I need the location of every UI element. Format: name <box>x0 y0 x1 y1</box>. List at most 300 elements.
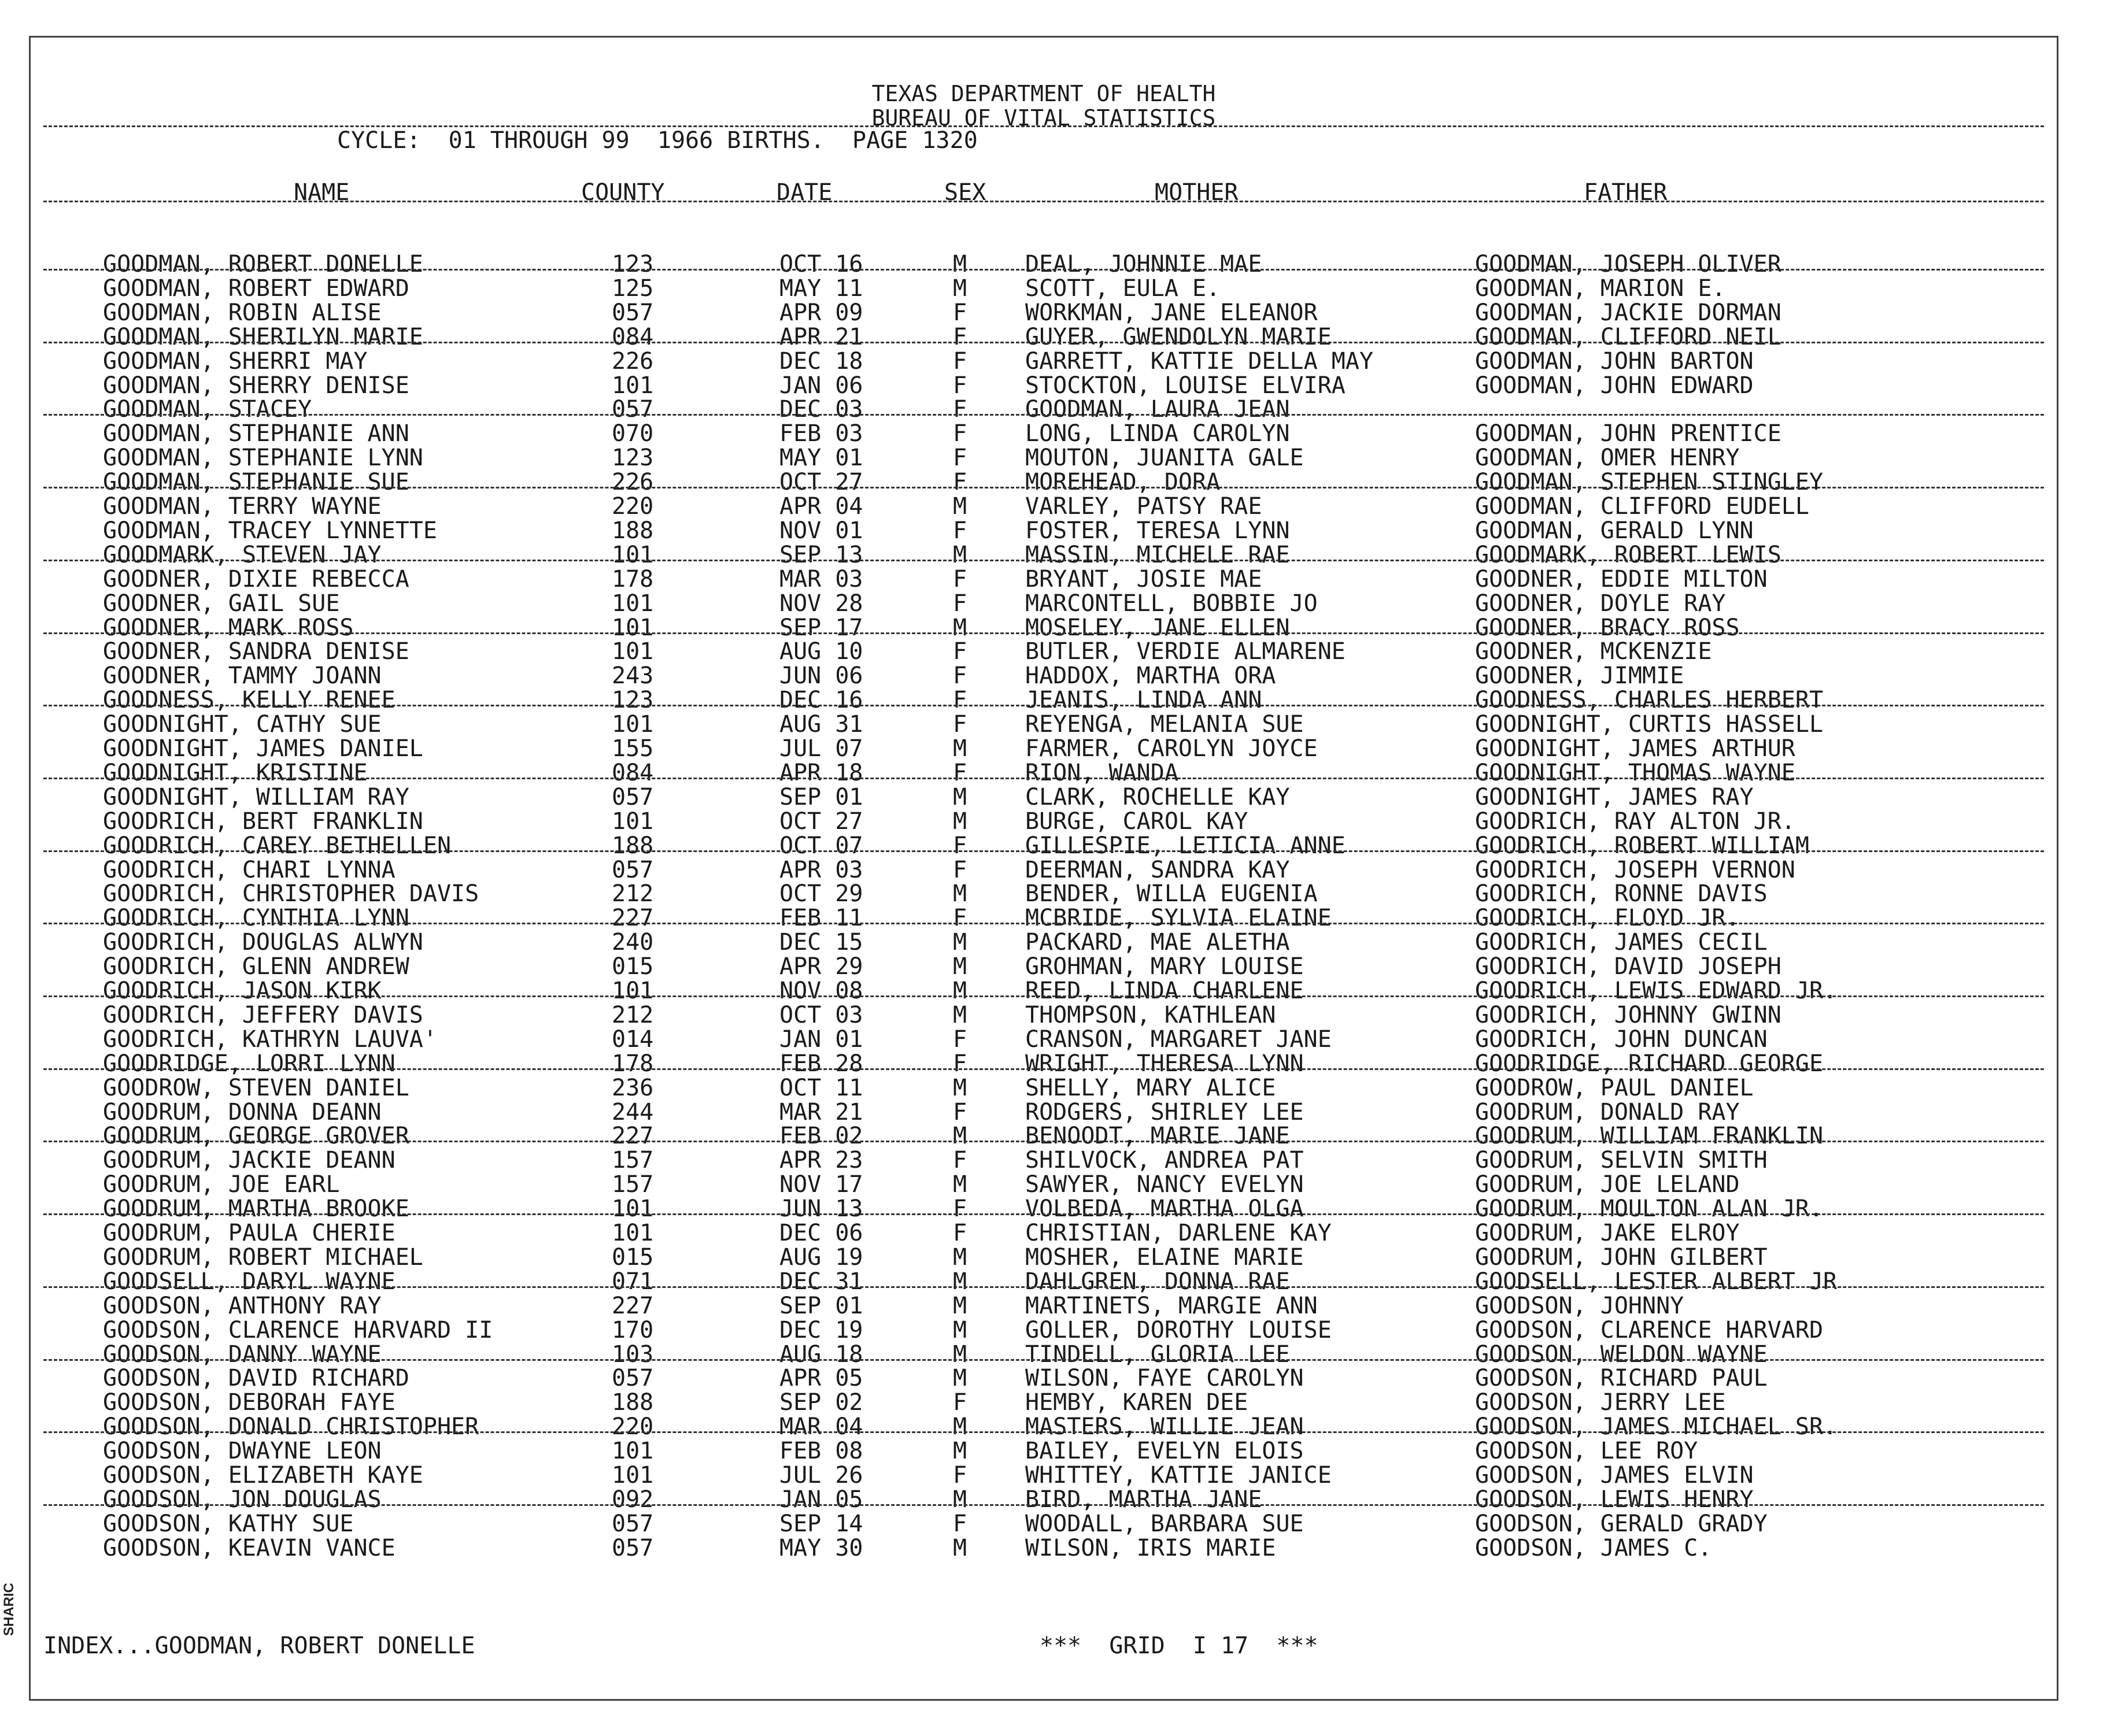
cell-name: GOODRICH, BERT FRANKLIN <box>103 808 423 835</box>
cell-father: GOODMAN, OMER HENRY <box>1475 445 1740 472</box>
cell-mother: DEERMAN, SANDRA KAY <box>1025 856 1290 883</box>
cell-date: MAR 03 <box>779 565 863 593</box>
cell-name: GOODMAN, ROBIN ALISE <box>103 299 382 326</box>
cell-date: FEB 08 <box>779 1438 863 1465</box>
table-row <box>31 979 2057 1004</box>
cell-father: GOODMAN, MARION E. <box>1475 275 1726 302</box>
cell-sex: M <box>953 1438 967 1465</box>
cell-sex: M <box>953 614 967 641</box>
cell-county: 188 <box>612 1389 654 1416</box>
cell-county: 220 <box>612 1413 654 1441</box>
table-row <box>31 1243 2057 1271</box>
cell-father: GOODRICH, DAVID JOSEPH <box>1475 953 1781 980</box>
cell-name: GOODSON, KATHY SUE <box>103 1510 354 1537</box>
cell-county: 103 <box>612 1341 654 1368</box>
cell-name: GOODMAN, ROBERT EDWARD <box>103 275 409 302</box>
cell-date: SEP 02 <box>779 1389 863 1416</box>
cell-father: GOODSON, JAMES ELVIN <box>1475 1462 1754 1489</box>
cell-county: 101 <box>612 638 654 665</box>
cycle-line: CYCLE: 01 THROUGH 99 1966 BIRTHS. PAGE 1320 <box>337 127 978 154</box>
cell-father: GOODSON, JERRY LEE <box>1475 1389 1726 1416</box>
cell-sex: F <box>953 1510 967 1537</box>
cell-county: 227 <box>612 1123 654 1150</box>
cell-date: NOV 01 <box>779 517 863 544</box>
cell-date: OCT 07 <box>779 832 863 859</box>
cell-mother: WORKMAN, JANE ELEANOR <box>1025 299 1318 326</box>
cell-name: GOODMARK, STEVEN JAY <box>103 541 382 568</box>
cell-county: 015 <box>612 1243 654 1271</box>
cell-name: GOODRICH, CHRISTOPHER DAVIS <box>103 880 479 908</box>
cell-mother: RION, WANDA <box>1025 759 1178 786</box>
cell-name: GOODMAN, SHERRY DENISE <box>103 372 409 399</box>
dashed-rule <box>43 1141 2044 1142</box>
dashed-rule <box>43 414 2044 416</box>
table-row <box>31 1124 2057 1149</box>
cell-county: 101 <box>612 590 654 617</box>
side-watermark: SHARIC <box>1 1582 17 1636</box>
table-row <box>31 689 2057 713</box>
cell-father: GOODSON, LEWIS HENRY <box>1475 1486 1754 1513</box>
cell-mother: GUYER, GWENDOLYN MARIE <box>1025 323 1332 350</box>
dashed-rule <box>43 923 2044 924</box>
cell-sex: F <box>953 517 967 544</box>
dashed-rule <box>43 487 2044 488</box>
cell-name: GOODMAN, STEPHANIE LYNN <box>103 445 423 472</box>
grid-label: *** GRID I 17 *** <box>1040 1633 1318 1659</box>
cell-mother: CHRISTIAN, DARLENE KAY <box>1025 1220 1332 1246</box>
cell-date: NOV 08 <box>779 978 863 1004</box>
cell-date: SEP 14 <box>779 1510 863 1537</box>
cell-sex: F <box>953 1050 967 1077</box>
col-header-name: NAME <box>294 179 350 206</box>
cell-name: GOODMAN, STEPHANIE SUE <box>103 469 409 496</box>
table-row <box>31 1173 2057 1197</box>
cell-date: MAR 04 <box>779 1413 863 1441</box>
table-row <box>31 1294 2057 1319</box>
cell-date: JUL 26 <box>779 1462 863 1489</box>
cell-date: DEC 31 <box>779 1268 863 1295</box>
dashed-rule <box>43 1359 2044 1361</box>
table-row <box>31 1488 2057 1512</box>
cell-father: GOODNIGHT, THOMAS WAYNE <box>1475 759 1795 786</box>
cell-name: GOODRICH, KATHRYN LAUVA' <box>103 1026 437 1053</box>
cell-mother: RODGERS, SHIRLEY LEE <box>1025 1098 1304 1126</box>
table-row <box>31 1028 2057 1052</box>
cell-county: 101 <box>612 978 654 1004</box>
cell-sex: M <box>953 541 967 568</box>
cell-sex: M <box>953 1365 967 1392</box>
cell-father: GOODSON, LEE ROY <box>1475 1438 1698 1465</box>
cell-father: GOODMAN, JOHN PRENTICE <box>1475 420 1781 447</box>
cell-sex: F <box>953 1462 967 1489</box>
cell-name: GOODSON, ANTHONY RAY <box>103 1292 382 1319</box>
table-row <box>31 519 2057 543</box>
cell-mother: WILSON, IRIS MARIE <box>1025 1534 1276 1561</box>
cell-county: 084 <box>612 759 654 786</box>
cell-name: GOODRUM, JOE EARL <box>103 1171 340 1198</box>
cell-date: OCT 29 <box>779 880 863 908</box>
table-row <box>31 955 2057 979</box>
cell-date: MAY 30 <box>779 1534 863 1561</box>
cell-date: DEC 06 <box>779 1220 863 1246</box>
cell-father: GOODRIDGE, RICHARD GEORGE <box>1475 1050 1824 1077</box>
cell-sex: F <box>953 759 967 786</box>
col-header-mother: MOTHER <box>1155 179 1239 206</box>
cell-mother: MOSELEY, JANE ELLEN <box>1025 614 1290 641</box>
cell-sex: F <box>953 323 967 350</box>
table-row <box>31 1001 2057 1028</box>
table-row <box>31 664 2057 689</box>
cell-mother: SAWYER, NANCY EVELYN <box>1025 1171 1304 1198</box>
table-row <box>31 1534 2057 1561</box>
table-row <box>31 810 2057 834</box>
cell-county: 057 <box>612 299 654 326</box>
dashed-rule <box>43 778 2044 779</box>
cell-date: MAY 01 <box>779 445 863 472</box>
cell-date: DEC 03 <box>779 396 863 423</box>
cell-date: APR 21 <box>779 323 863 350</box>
cell-name: GOODNER, DIXIE REBECCA <box>103 565 409 593</box>
cell-mother: THOMPSON, KATHLEAN <box>1025 1001 1276 1028</box>
cell-date: OCT 27 <box>779 469 863 496</box>
cell-father: GOODMAN, JACKIE DORMAN <box>1475 299 1781 326</box>
cell-date: JUL 07 <box>779 735 863 762</box>
cell-sex: F <box>953 1389 967 1416</box>
cell-name: GOODRICH, CAREY BETHELLEN <box>103 832 452 859</box>
cell-date: APR 04 <box>779 493 863 520</box>
cell-date: FEB 03 <box>779 420 863 447</box>
cell-date: SEP 01 <box>779 1292 863 1319</box>
dashed-rule <box>43 705 2044 706</box>
cell-sex: F <box>953 905 967 932</box>
cell-father: GOODMAN, JOHN BARTON <box>1475 347 1754 375</box>
cell-name: GOODRICH, JEFFERY DAVIS <box>103 1001 423 1028</box>
col-header-county: COUNTY <box>581 179 665 206</box>
cell-mother: FARMER, CAROLYN JOYCE <box>1025 735 1318 762</box>
cell-date: OCT 03 <box>779 1001 863 1028</box>
cell-father: GOODSELL, LESTER ALBERT JR <box>1475 1268 1838 1295</box>
cell-father: GOODRUM, JOE LELAND <box>1475 1171 1740 1198</box>
cell-county: 071 <box>612 1268 654 1295</box>
cell-date: NOV 17 <box>779 1171 863 1198</box>
cell-name: GOODSON, ELIZABETH KAYE <box>103 1462 423 1489</box>
cell-date: AUG 19 <box>779 1243 863 1271</box>
col-header-date: DATE <box>777 179 833 206</box>
cell-father: GOODMAN, STEPHEN STINGLEY <box>1475 469 1824 496</box>
table-row <box>31 495 2057 519</box>
cell-name: GOODSON, DEBORAH FAYE <box>103 1389 395 1416</box>
cell-name: GOODNIGHT, WILLIAM RAY <box>103 783 409 810</box>
cell-sex: M <box>953 735 967 762</box>
cell-name: GOODSELL, DARYL WAYNE <box>103 1268 395 1295</box>
cell-name: GOODMAN, STEPHANIE ANN <box>103 420 409 447</box>
cell-sex: M <box>953 1292 967 1319</box>
cell-mother: BUTLER, VERDIE ALMARENE <box>1025 638 1346 665</box>
cell-sex: F <box>953 299 967 326</box>
cell-name: GOODNER, TAMMY JOANN <box>103 662 382 690</box>
dashed-rule <box>43 560 2044 561</box>
cell-father: GOODNIGHT, JAMES RAY <box>1475 783 1754 810</box>
table-row <box>31 543 2057 568</box>
cell-county: 170 <box>612 1316 654 1343</box>
cell-mother: DAHLGREN, DONNA RAE <box>1025 1268 1290 1295</box>
table-row <box>31 1512 2057 1537</box>
cell-sex: M <box>953 493 967 520</box>
cell-sex: M <box>953 929 967 956</box>
table-row <box>31 931 2057 955</box>
cell-date: JAN 05 <box>779 1486 863 1513</box>
table-row <box>31 713 2057 737</box>
cell-name: GOODMAN, STACEY <box>103 396 312 423</box>
cell-name: GOODSON, DANNY WAYNE <box>103 1341 382 1368</box>
cell-father: GOODSON, JOHNNY <box>1475 1292 1684 1319</box>
cell-mother: REYENGA, MELANIA SUE <box>1025 711 1304 738</box>
cell-county: 243 <box>612 662 654 690</box>
cell-father: GOODNESS, CHARLES HERBERT <box>1475 687 1824 714</box>
cell-sex: F <box>953 445 967 472</box>
cell-father: GOODRUM, SELVIN SMITH <box>1475 1147 1768 1174</box>
cell-mother: TINDELL, GLORIA LEE <box>1025 1341 1290 1368</box>
cell-county: 236 <box>612 1074 654 1101</box>
cell-name: GOODSON, DONALD CHRISTOPHER <box>103 1413 479 1441</box>
cell-name: GOODMAN, TERRY WAYNE <box>103 493 382 520</box>
cell-mother: CRANSON, MARGARET JANE <box>1025 1026 1332 1053</box>
dashed-rule <box>43 342 2044 343</box>
cell-name: GOODRICH, CHARI LYNNA <box>103 856 395 883</box>
table-row <box>31 446 2057 471</box>
cell-date: DEC 18 <box>779 347 863 375</box>
cell-name: GOODNER, SANDRA DENISE <box>103 638 409 665</box>
table-row <box>31 471 2057 495</box>
cell-mother: DEAL, JOHNNIE MAE <box>1025 251 1262 277</box>
cell-date: JAN 01 <box>779 1026 863 1053</box>
cell-father: GOODMARK, ROBERT LEWIS <box>1475 541 1781 568</box>
table-row <box>31 1149 2057 1173</box>
cell-sex: M <box>953 880 967 908</box>
cell-mother: MARTINETS, MARGIE ANN <box>1025 1292 1318 1319</box>
cell-sex: F <box>953 662 967 690</box>
cell-date: OCT 11 <box>779 1074 863 1101</box>
cell-date: DEC 19 <box>779 1316 863 1343</box>
cell-mother: HEMBY, KAREN DEE <box>1025 1389 1248 1416</box>
cell-county: 212 <box>612 1001 654 1028</box>
cell-name: GOODRUM, GEORGE GROVER <box>103 1123 409 1150</box>
cell-sex: F <box>953 638 967 665</box>
cell-name: GOODRUM, MARTHA BROOKE <box>103 1195 409 1223</box>
cell-date: FEB 02 <box>779 1123 863 1150</box>
table-row <box>31 1076 2057 1101</box>
cell-county: 057 <box>612 1534 654 1561</box>
table-row <box>31 277 2057 301</box>
table-row <box>31 1197 2057 1222</box>
header-department: TEXAS DEPARTMENT OF HEALTH <box>871 81 1216 106</box>
table-row <box>31 374 2057 398</box>
cell-date: DEC 15 <box>779 929 863 956</box>
table-row <box>31 1415 2057 1439</box>
cell-sex: M <box>953 1123 967 1150</box>
cell-mother: MOREHEAD, DORA <box>1025 469 1221 496</box>
cell-county: 240 <box>612 929 654 956</box>
cell-county: 084 <box>612 323 654 350</box>
cell-date: NOV 28 <box>779 590 863 617</box>
cell-father: GOODNIGHT, CURTIS HASSELL <box>1475 711 1824 738</box>
cell-mother: LONG, LINDA CAROLYN <box>1025 420 1290 447</box>
cell-father: GOODNER, JIMMIE <box>1475 662 1684 690</box>
cell-mother: PACKARD, MAE ALETHA <box>1025 929 1290 956</box>
cell-name: GOODMAN, SHERRI MAY <box>103 347 368 375</box>
cell-county: 212 <box>612 880 654 908</box>
cell-name: GOODRIDGE, LORRI LYNN <box>103 1050 395 1077</box>
cell-sex: M <box>953 808 967 835</box>
cell-sex: M <box>953 978 967 1004</box>
cell-father: GOODRICH, JOHNNY GWINN <box>1475 1001 1781 1028</box>
cell-county: 178 <box>612 565 654 593</box>
table-row <box>31 1052 2057 1076</box>
cell-father: GOODNER, DOYLE RAY <box>1475 590 1726 617</box>
table-row <box>31 616 2057 641</box>
cell-father: GOODRICH, ROBERT WILLIAM <box>1475 832 1809 859</box>
cell-sex: M <box>953 1534 967 1561</box>
cell-sex: F <box>953 856 967 883</box>
cell-county: 188 <box>612 517 654 544</box>
cell-mother: MASTERS, WILLIE JEAN <box>1025 1413 1304 1441</box>
cell-mother: BENOODT, MARIE JANE <box>1025 1123 1290 1150</box>
cell-date: AUG 31 <box>779 711 863 738</box>
cell-name: GOODRUM, PAULA CHERIE <box>103 1220 395 1246</box>
cell-sex: F <box>953 711 967 738</box>
cell-sex: F <box>953 565 967 593</box>
cell-county: 157 <box>612 1171 654 1198</box>
table-row <box>31 1343 2057 1367</box>
cell-county: 227 <box>612 905 654 932</box>
col-header-sex: SEX <box>944 179 986 206</box>
cell-county: 101 <box>612 614 654 641</box>
cell-father: GOODROW, PAUL DANIEL <box>1475 1074 1754 1101</box>
cell-father: GOODSON, JAMES C. <box>1475 1534 1712 1561</box>
cell-sex: M <box>953 953 967 980</box>
cell-father: GOODSON, CLARENCE HARVARD <box>1475 1316 1824 1343</box>
cell-county: 057 <box>612 1510 654 1537</box>
cell-father: GOODNIGHT, JAMES ARTHUR <box>1475 735 1795 762</box>
cell-father: GOODRICH, RAY ALTON JR. <box>1475 808 1795 835</box>
table-row <box>31 1316 2057 1343</box>
dashed-rule <box>43 201 2044 202</box>
cell-county: 057 <box>612 783 654 810</box>
cell-father: GOODSON, JAMES MICHAEL SR. <box>1475 1413 1838 1441</box>
cell-county: 101 <box>612 1220 654 1246</box>
cell-father: GOODRUM, JAKE ELROY <box>1475 1220 1740 1246</box>
cell-county: 155 <box>612 735 654 762</box>
cell-county: 123 <box>612 251 654 277</box>
cell-county: 057 <box>612 1365 654 1392</box>
cell-county: 101 <box>612 372 654 399</box>
cell-county: 092 <box>612 1486 654 1513</box>
table-row <box>31 1222 2057 1246</box>
table-row <box>31 347 2057 375</box>
cell-mother: WRIGHT, THERESA LYNN <box>1025 1050 1304 1077</box>
cell-father: GOODSON, GERALD GRADY <box>1475 1510 1768 1537</box>
dashed-rule <box>43 995 2044 997</box>
cell-sex: F <box>953 1220 967 1246</box>
cell-county: 101 <box>612 808 654 835</box>
cell-mother: REED, LINDA CHARLENE <box>1025 978 1304 1004</box>
dashed-rule <box>43 1431 2044 1433</box>
table-row <box>31 858 2057 883</box>
cell-mother: MASSIN, MICHELE RAE <box>1025 541 1290 568</box>
cell-name: GOODRICH, GLENN ANDREW <box>103 953 409 980</box>
cell-mother: BURGE, CAROL KAY <box>1025 808 1248 835</box>
cell-name: GOODRUM, JACKIE DEANN <box>103 1147 395 1174</box>
cell-name: GOODNESS, KELLY RENEE <box>103 687 395 714</box>
cell-sex: M <box>953 1486 967 1513</box>
cell-date: AUG 18 <box>779 1341 863 1368</box>
cell-sex: F <box>953 1098 967 1126</box>
cell-date: JUN 06 <box>779 662 863 690</box>
cell-mother: SHILVOCK, ANDREA PAT <box>1025 1147 1304 1174</box>
cell-name: GOODNIGHT, CATHY SUE <box>103 711 382 738</box>
table-row <box>31 1098 2057 1126</box>
dashed-rule <box>43 269 2044 271</box>
cell-date: MAR 21 <box>779 1098 863 1126</box>
cell-sex: M <box>953 1074 967 1101</box>
cell-father: GOODNER, BRACY ROSS <box>1475 614 1740 641</box>
cell-county: 070 <box>612 420 654 447</box>
cell-name: GOODMAN, SHERILYN MARIE <box>103 323 423 350</box>
cell-county: 123 <box>612 687 654 714</box>
cell-mother: STOCKTON, LOUISE ELVIRA <box>1025 372 1346 399</box>
cell-name: GOODRICH, JASON KIRK <box>103 978 382 1004</box>
cell-county: 101 <box>612 1438 654 1465</box>
cell-date: MAY 11 <box>779 275 863 302</box>
cell-father: GOODRICH, JAMES CECIL <box>1475 929 1768 956</box>
cell-county: 057 <box>612 396 654 423</box>
cell-sex: F <box>953 1026 967 1053</box>
cell-mother: GROHMAN, MARY LOUISE <box>1025 953 1304 980</box>
cell-mother: WILSON, FAYE CAROLYN <box>1025 1365 1304 1392</box>
cell-mother: SHELLY, MARY ALICE <box>1025 1074 1276 1101</box>
microfilm-page <box>29 36 2058 1701</box>
cell-father: GOODRUM, DONALD RAY <box>1475 1098 1740 1126</box>
cell-mother: WOODALL, BARBARA SUE <box>1025 1510 1304 1537</box>
cell-sex: M <box>953 1413 967 1441</box>
cell-county: 101 <box>612 711 654 738</box>
cell-name: GOODRUM, DONNA DEANN <box>103 1098 382 1126</box>
cell-mother: GARRETT, KATTIE DELLA MAY <box>1025 347 1374 375</box>
table-row <box>31 301 2057 325</box>
cell-mother: CLARK, ROCHELLE KAY <box>1025 783 1290 810</box>
cell-sex: F <box>953 396 967 423</box>
dashed-rule <box>43 1504 2044 1506</box>
cell-father: GOODMAN, CLIFFORD NEIL <box>1475 323 1781 350</box>
table-row <box>31 1367 2057 1391</box>
cell-date: APR 23 <box>779 1147 863 1174</box>
dashed-rule <box>43 1213 2044 1215</box>
cell-father: GOODRICH, FLOYD JR. <box>1475 905 1740 932</box>
table-row <box>31 1439 2057 1464</box>
cell-father: GOODMAN, JOSEPH OLIVER <box>1475 251 1781 277</box>
cell-father: GOODRICH, RONNE DAVIS <box>1475 880 1768 908</box>
cell-name: GOODSON, CLARENCE HARVARD II <box>103 1316 493 1343</box>
cell-sex: M <box>953 1341 967 1368</box>
cell-father: GOODRICH, LEWIS EDWARD JR. <box>1475 978 1838 1004</box>
cell-name: GOODNIGHT, KRISTINE <box>103 759 368 786</box>
cell-name: GOODMAN, TRACEY LYNNETTE <box>103 517 437 544</box>
cell-county: 244 <box>612 1098 654 1126</box>
cell-mother: MOUTON, JUANITA GALE <box>1025 445 1304 472</box>
table-row <box>31 783 2057 810</box>
cell-name: GOODRICH, CYNTHIA LYNN <box>103 905 409 932</box>
cell-date: APR 03 <box>779 856 863 883</box>
